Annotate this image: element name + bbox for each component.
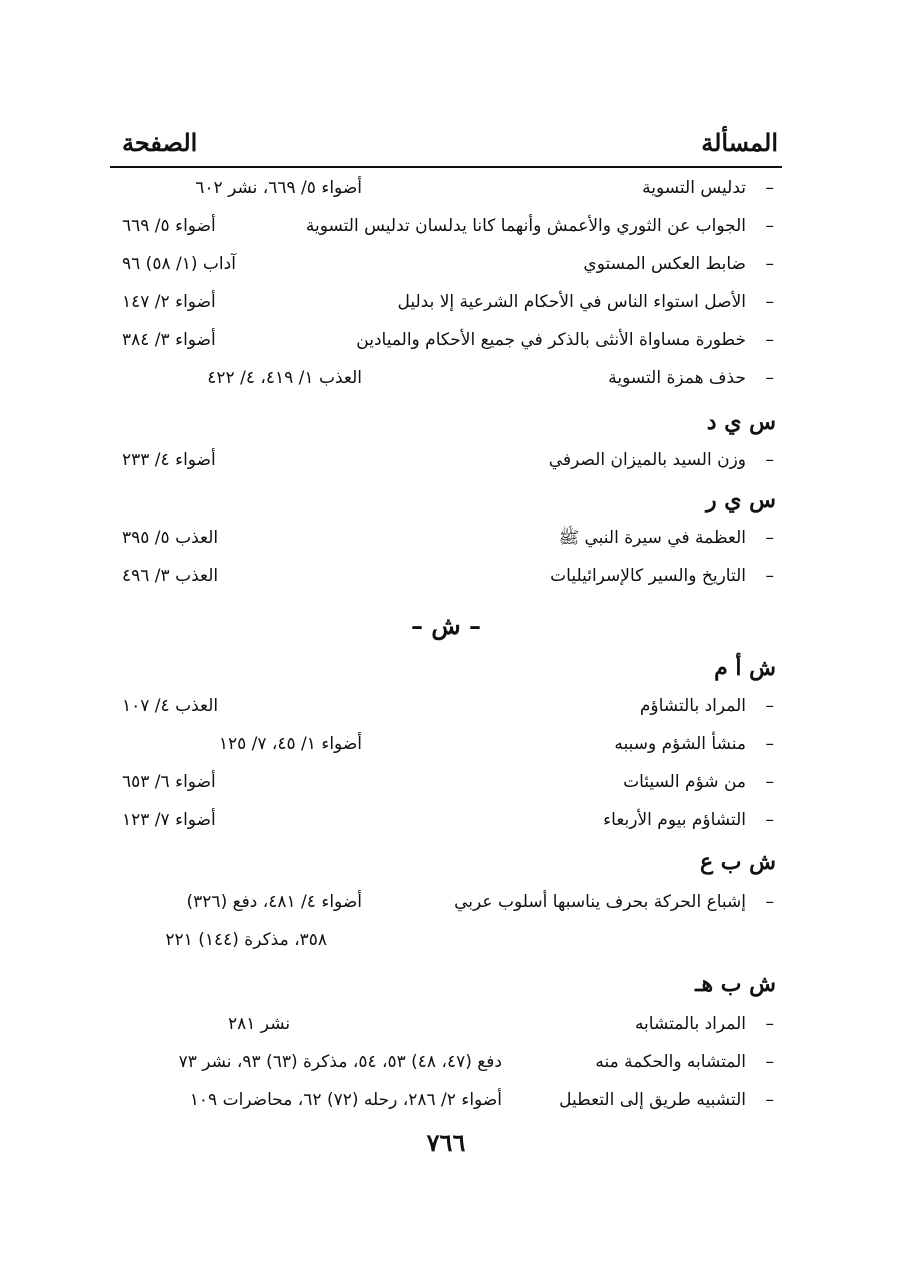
list-item bbox=[110, 884, 782, 920]
entry-topic: حذف همزة التسوية bbox=[608, 368, 746, 388]
list-item bbox=[110, 1082, 782, 1118]
list-item bbox=[110, 322, 782, 358]
entry-topic: التشاؤم بيوم الأربعاء bbox=[603, 810, 746, 830]
entry-reference: دفع (٤٧، ٤٨) ٥٣، ٥٤، مذكرة (٦٣) ٩٣، نشر ٧٣ bbox=[178, 1052, 502, 1072]
root-heading: ش ب هـ bbox=[695, 971, 776, 997]
entry-topic: وزن السيد بالميزان الصرفي bbox=[548, 450, 746, 470]
bullet-dash: – bbox=[765, 1014, 774, 1034]
page-number: ٧٦٦ bbox=[426, 1128, 466, 1157]
entry-reference: نشر ٢٨١ bbox=[228, 1014, 291, 1034]
header-topic-title: المسألة bbox=[701, 127, 778, 157]
list-item bbox=[110, 1044, 782, 1080]
list-item bbox=[110, 688, 782, 724]
entry-topic: الأصل استواء الناس في الأحكام الشرعية إلا بدليل bbox=[397, 292, 746, 312]
entry-reference: أضواء ٤/ ٢٣٣ bbox=[122, 450, 216, 470]
list-item bbox=[110, 764, 782, 800]
bullet-dash: – bbox=[765, 292, 774, 312]
entry-reference: أضواء ٥/ ٦٦٩ bbox=[122, 216, 216, 236]
bullet-dash: – bbox=[765, 330, 774, 350]
bullet-dash: – bbox=[765, 1052, 774, 1072]
list-item bbox=[110, 360, 782, 396]
entry-topic: التاريخ والسير كالإسرائيليات bbox=[550, 566, 746, 586]
entry-reference-continued: ٣٥٨، مذكرة (١٤٤) ٢٢١ bbox=[165, 930, 327, 950]
entry-topic: منشأ الشؤم وسببه bbox=[614, 734, 746, 754]
entry-reference: العذب ٥/ ٣٩٥ bbox=[122, 528, 219, 548]
bullet-dash: – bbox=[765, 772, 774, 792]
entry-reference: العذب ١/ ٤١٩، ٤/ ٤٢٢ bbox=[207, 368, 362, 388]
bullet-dash: – bbox=[765, 892, 774, 912]
entry-reference: العذب ٤/ ١٠٧ bbox=[122, 696, 219, 716]
entry-topic: المراد بالتشاؤم bbox=[639, 696, 746, 716]
entry-topic: التشبيه طريق إلى التعطيل bbox=[559, 1090, 746, 1110]
list-item bbox=[110, 208, 782, 244]
entry-topic: من شؤم السيئات bbox=[623, 772, 746, 792]
list-item bbox=[110, 802, 782, 838]
bullet-dash: – bbox=[765, 450, 774, 470]
bullet-dash: – bbox=[765, 254, 774, 274]
bullet-dash: – bbox=[765, 696, 774, 716]
entry-reference: أضواء ٤/ ٤٨١، دفع (٣٢٦) bbox=[186, 892, 362, 912]
list-item bbox=[110, 284, 782, 320]
entry-topic: المراد بالمتشابه bbox=[634, 1014, 746, 1034]
list-item bbox=[110, 442, 782, 478]
letter-heading: – ش – bbox=[410, 611, 481, 640]
entry-topic: خطورة مساواة الأنثى بالذكر في جميع الأحكام والميادين bbox=[356, 330, 746, 350]
entry-reference: أضواء ٢/ ٢٨٦، رحله (٧٢) ٦٢، محاضرات ١٠٩ bbox=[189, 1090, 502, 1110]
index-page bbox=[110, 118, 782, 1188]
entry-topic: ضابط العكس المستوي bbox=[583, 254, 746, 274]
entry-reference: آداب (١/ ٥٨) ٩٦ bbox=[122, 254, 236, 274]
list-item bbox=[110, 170, 782, 206]
bullet-dash: – bbox=[765, 1090, 774, 1110]
entry-topic: إشباع الحركة بحرف يناسبها أسلوب عربي bbox=[454, 892, 746, 912]
entry-reference: أضواء ٦/ ٦٥٣ bbox=[122, 772, 216, 792]
bullet-dash: – bbox=[765, 810, 774, 830]
entry-topic: العظمة في سيرة النبي ﷺ bbox=[558, 528, 746, 548]
root-heading: س ي د bbox=[706, 409, 776, 435]
bullet-dash: – bbox=[765, 734, 774, 754]
list-item-continuation bbox=[110, 922, 782, 958]
header-page-title: الصفحة bbox=[122, 127, 198, 157]
root-heading: ش أ م bbox=[714, 655, 776, 681]
entry-reference: أضواء ٢/ ١٤٧ bbox=[122, 292, 216, 312]
list-item bbox=[110, 1006, 782, 1042]
entry-reference: أضواء ٣/ ٣٨٤ bbox=[122, 330, 216, 350]
bullet-dash: – bbox=[765, 528, 774, 548]
entry-reference: أضواء ١/ ٤٥، ٧/ ١٢٥ bbox=[218, 734, 362, 754]
list-item bbox=[110, 558, 782, 594]
bullet-dash: – bbox=[765, 216, 774, 236]
bullet-dash: – bbox=[765, 566, 774, 586]
list-item bbox=[110, 726, 782, 762]
entry-topic: الجواب عن الثوري والأعمش وأنهما كانا يدلسان تدليس التسوية bbox=[305, 216, 746, 236]
root-heading: ش ب ع bbox=[699, 849, 776, 875]
bullet-dash: – bbox=[765, 368, 774, 388]
entry-reference: العذب ٣/ ٤٩٦ bbox=[122, 566, 219, 586]
entry-topic: المتشابه والحكمة منه bbox=[595, 1052, 746, 1072]
list-item bbox=[110, 520, 782, 556]
list-item bbox=[110, 246, 782, 282]
table-header bbox=[110, 118, 782, 168]
entry-reference: أضواء ٧/ ١٢٣ bbox=[122, 810, 216, 830]
entry-reference: أضواء ٥/ ٦٦٩، نشر ٦٠٢ bbox=[195, 178, 362, 198]
bullet-dash: – bbox=[765, 178, 774, 198]
root-heading: س ي ر bbox=[705, 487, 776, 513]
entry-topic: تدليس التسوية bbox=[642, 178, 746, 198]
